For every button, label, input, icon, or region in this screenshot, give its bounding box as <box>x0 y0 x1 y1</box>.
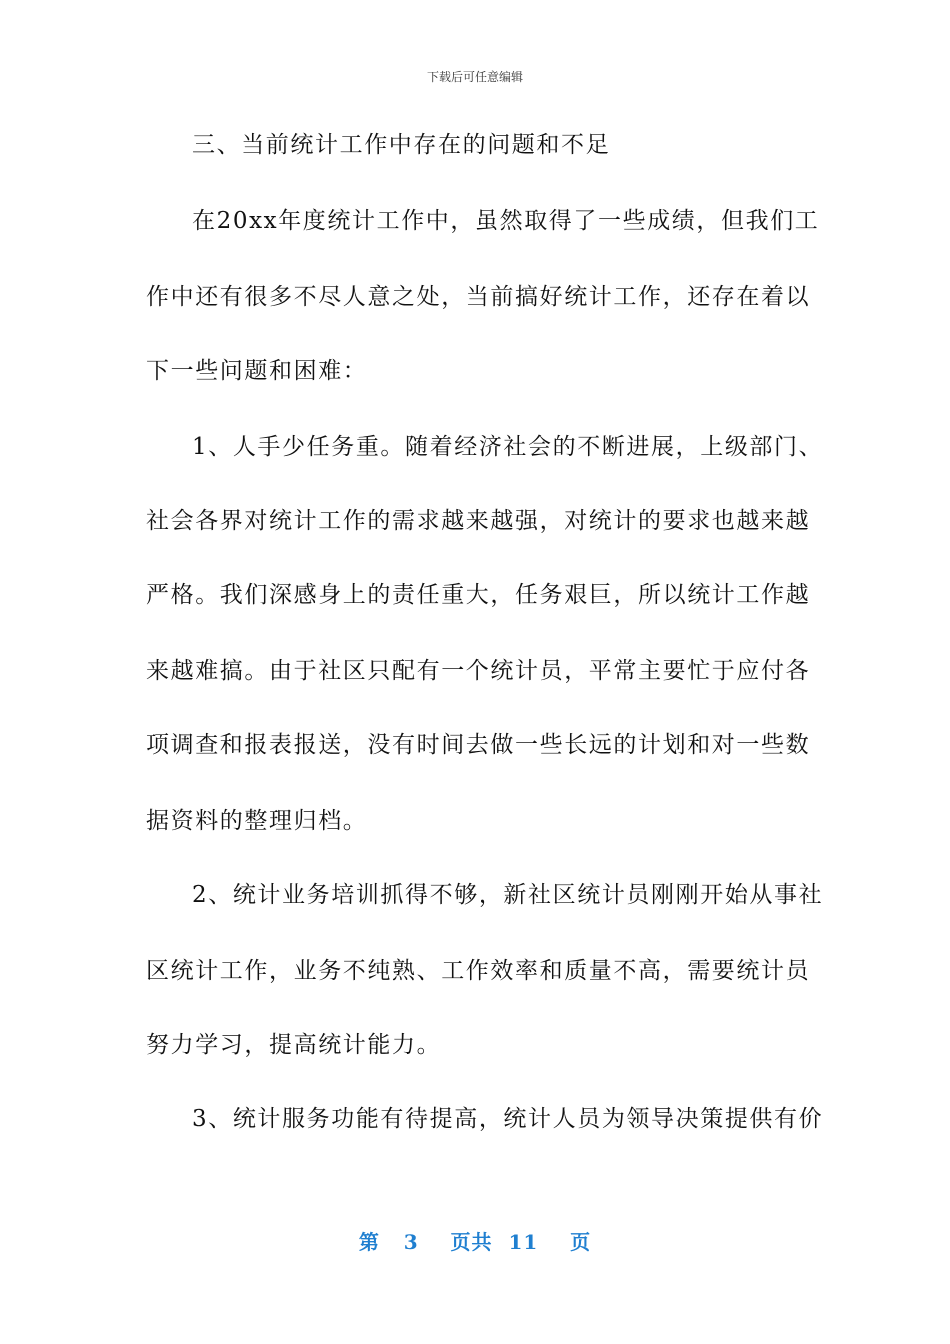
current-page-number: 3 <box>403 1230 419 1254</box>
paragraph-line: 社会各界对统计工作的需求越来越强，对统计的要求也越来越 <box>146 508 811 534</box>
paragraph-line: 下一些问题和困难： <box>146 358 368 384</box>
total-pages-number: 11 <box>508 1230 539 1254</box>
paragraph-line: 项调查和报表报送，没有时间去做一些长远的计划和对一些数 <box>146 732 811 758</box>
paragraph-line: 来越难搞。由于社区只配有一个统计员，平常主要忙于应付各 <box>146 658 811 684</box>
paragraph-line: 严格。我们深感身上的责任重大，任务艰巨，所以统计工作越 <box>146 582 811 608</box>
paragraph-line: 2、统计业务培训抓得不够，新社区统计员刚刚开始从事社 <box>192 882 824 908</box>
paragraph-line: 在20xx年度统计工作中，虽然取得了一些成绩，但我们工 <box>192 208 820 234</box>
header-note: 下载后可任意编辑 <box>426 70 523 84</box>
page-footer <box>0 1226 950 1255</box>
page-label-suffix: 页 <box>570 1230 592 1254</box>
paragraph-line: 努力学习，提高统计能力。 <box>146 1032 442 1058</box>
paragraph-line: 区统计工作，业务不纯熟、工作效率和质量不高，需要统计员 <box>146 958 811 984</box>
paragraph-line: 3、统计服务功能有待提高，统计人员为领导决策提供有价 <box>192 1106 824 1132</box>
paragraph-line: 作中还有很多不尽人意之处，当前搞好统计工作，还存在着以 <box>146 284 811 310</box>
page-label-mid: 页共 <box>450 1230 493 1254</box>
page-label-prefix: 第 <box>358 1230 380 1254</box>
paragraph-line: 据资料的整理归档。 <box>146 808 368 834</box>
paragraph-line: 1、人手少任务重。随着经济社会的不断进展，上级部门、 <box>192 434 824 460</box>
section-heading: 三、当前统计工作中存在的问题和不足 <box>192 132 611 158</box>
